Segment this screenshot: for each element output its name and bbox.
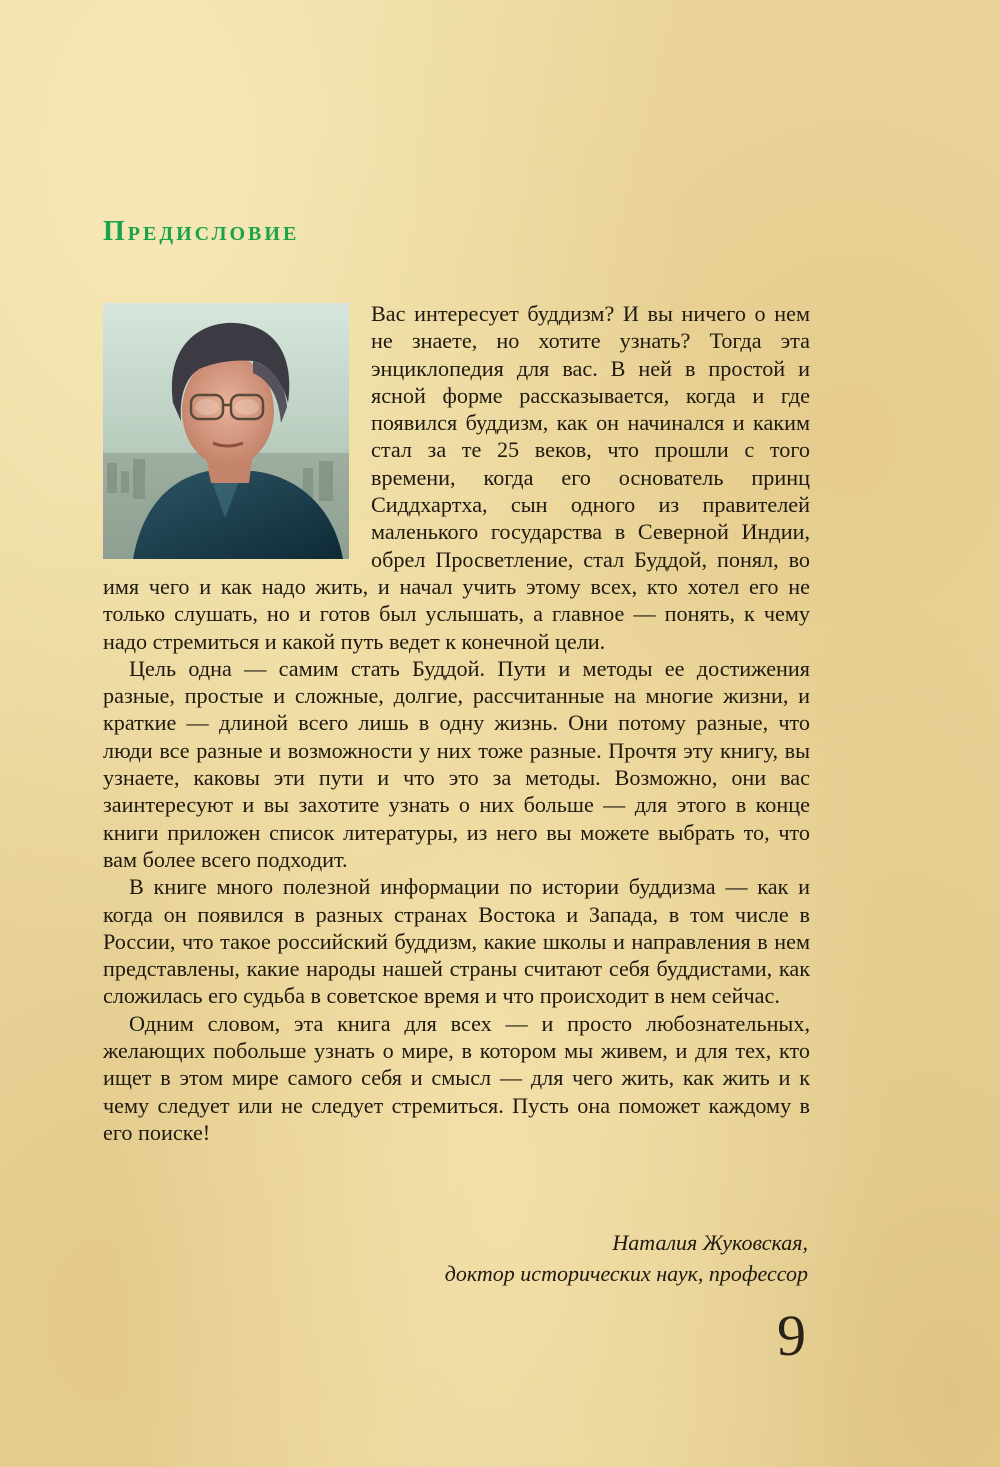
author-title: доктор исторических наук, профессор	[444, 1261, 808, 1286]
paragraph-3: В книге много полезной информации по истории буддизма — как и когда он появился в разных странах Востока и Запада, в том числе в России, что такое российский буддизм, какие школы и направления в нем представлены, какие народы нашей страны считают себя буддистами, как сложилась его судьба в советское время и что происходит в нем сейчас.	[103, 874, 810, 1009]
author-signature	[445, 1227, 808, 1289]
paragraph-1: Вас интересует буддизм? И вы ничего о нем не знаете, но хотите узнать? Тогда эта энциклопедия для вас. В ней в простой и ясной форме рассказывается, когда и где появился буддизм, как он начинался и каким стал за те 25 веков, что прошли с того времени, когда его основатель принц Сиддхартха, сын одного из правителей маленького государства в Северной Индии, обрел Просветление, стал Буддой, понял, во имя чего и как надо жить, и начал учить этому всех, кто хотел его не только слушать, но и готов был услышать, а главное — понять, к чему надо стремиться и какой путь ведет к конечной цели.	[103, 301, 810, 654]
paragraph-2: Цель одна — самим стать Буддой. Пути и методы ее достижения разные, простые и сложные, долгие, рассчитанные на многие жизни, и краткие — длиной всего лишь в одну жизнь. Они потому разные, что люди все разные и возможности у них тоже разные. Прочтя эту книгу, вы узнаете, каковы эти пути и что это за методы. Возможно, они вас заинтересуют и вы захотите узнать о них больше — для этого в конце книги приложен список литературы, из него вы можете выбрать то, что вам более всего подходит.	[103, 655, 810, 872]
page-number: 9	[777, 1303, 806, 1368]
paragraph-4: Одним словом, эта книга для всех — и просто любознательных, желающих побольше узнать о мире, в котором мы живем, и для тех, кто ищет в этом мире самого себя и смысл — для чего жить, как жить и к чему следует или не следует стремиться. Пусть она поможет каждому в его поиске!	[103, 1010, 810, 1145]
author-portrait	[103, 303, 349, 559]
body-text	[103, 300, 810, 1146]
author-name: Наталия Жуковская,	[612, 1230, 808, 1255]
section-heading: Предисловие	[103, 216, 300, 247]
